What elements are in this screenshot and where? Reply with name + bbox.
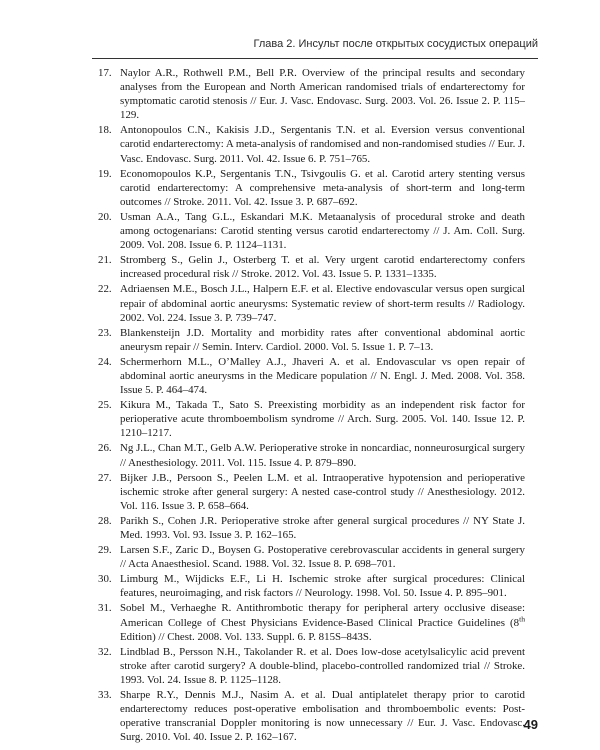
reference-text: Parikh S., Cohen J.R. Perioperative stroke after general surgical procedures // NY State J. Med. 1993. Vol. 93. Issue 3. P. 162–165. xyxy=(120,514,525,541)
reference-number: 19. xyxy=(98,167,112,180)
reference-item xyxy=(92,645,525,687)
reference-list xyxy=(92,66,525,745)
reference-text-part: Sobel M., Verhaeghe R. Antithrombotic therapy for peripheral artery occlusive disease: American College of Chest Physicians Evidence-Based Clinical Practice Guidelines (8 xyxy=(120,602,525,629)
reference-text: Bijker J.B., Persoon S., Peelen L.M. et al. Intraoperative hypotension and perioperative ischemic stroke after general surgery: A nested case-control study // Anesthesiology. 2012. Vol. 116. Issue 3. P. 658–664. xyxy=(120,471,525,512)
reference-text: Kikura M., Takada T., Sato S. Preexisting morbidity as an independent risk factor for perioperative acute thromboembolism syndrome // Arch. Surg. 2005. Vol. 140. Issue 12. P. 1210–1217. xyxy=(120,399,525,440)
reference-text xyxy=(120,602,525,642)
reference-number: 24. xyxy=(98,355,112,368)
reference-item xyxy=(92,543,525,571)
reference-number: 32. xyxy=(98,645,112,658)
reference-text-part: Edition) // Chest. 2008. Vol. 133. Suppl. 6. P. 815S–843S. xyxy=(120,630,372,643)
reference-number: 26. xyxy=(98,442,112,455)
reference-text: Ng J.L., Chan M.T., Gelb A.W. Perioperative stroke in noncardiac, nonneurosurgical surgery // Anesthesiology. 2011. Vol. 115. Issue 4. P. 879–890. xyxy=(120,442,525,469)
reference-item xyxy=(92,601,525,643)
reference-item xyxy=(92,572,525,600)
reference-text: Limburg M., Wijdicks E.F., Li H. Ischemic stroke after surgical procedures: Clinical features, neuroimaging, and risk factors // Neurology. 1998. Vol. 50. Issue 4. P. 895–901. xyxy=(120,573,525,600)
reference-text: Schermerhorn M.L., O’Malley A.J., Jhaveri A. et al. Endovascular vs open repair of abdominal aortic aneurysms in the Medicare population // N. Engl. J. Med. 2008. Vol. 358. Issue 5. P. 464–474. xyxy=(120,355,525,397)
reference-number: 20. xyxy=(98,210,112,223)
reference-number: 17. xyxy=(98,67,112,79)
reference-text: Usman A.A., Tang G.L., Eskandari M.K. Metaanalysis of procedural stroke and death among octogenarians: Carotid stenting versus carotid endarterectomy // J. Am. Coll. Surg. 2009. Vol. 208. Issue 6. P. 1124–1131. xyxy=(120,210,525,252)
reference-number: 22. xyxy=(98,283,112,296)
reference-item xyxy=(92,398,525,440)
reference-number: 23. xyxy=(98,326,112,339)
reference-item xyxy=(92,355,525,397)
reference-number: 30. xyxy=(98,573,112,586)
reference-item xyxy=(92,514,525,542)
reference-number: 29. xyxy=(98,544,112,557)
reference-text: Blankensteijn J.D. Mortality and morbidity rates after conventional abdominal aortic aneurysm repair // Semin. Interv. Cardiol. 2000. Vol. 5. Issue 1. P. 7–13. xyxy=(120,326,525,353)
reference-item xyxy=(92,123,525,165)
reference-item xyxy=(92,167,525,209)
reference-item xyxy=(92,210,525,252)
reference-number: 25. xyxy=(98,399,112,412)
reference-text: Stromberg S., Gelin J., Osterberg T. et al. Very urgent carotid endarterectomy confers increased procedural risk // Stroke. 2012. Vol. 43. Issue 5. P. 1331–1335. xyxy=(120,254,525,281)
reference-item xyxy=(92,326,525,354)
reference-text: Economopoulos K.P., Sergentanis T.N., Tsivgoulis G. et al. Carotid artery stenting versus carotid endarterectomy: A comprehensive meta-analysis of short-term and long-term outcomes // Stroke. 2011. Vol. 42. Issue 3. P. 687–692. xyxy=(120,167,525,208)
reference-item xyxy=(92,282,525,324)
reference-number: 18. xyxy=(98,124,112,137)
page-number: 49 xyxy=(523,717,538,732)
reference-number: 33. xyxy=(98,689,112,702)
reference-item xyxy=(92,441,525,469)
reference-text: Adriaensen M.E., Bosch J.L., Halpern E.F. et al. Elective endovascular versus open surgical repair of abdominal aortic aneurysms: Systematic review of short-term results // Radiology. 2002. Vol. 224. Issue 3. P. 739–747. xyxy=(120,283,525,324)
reference-item xyxy=(92,688,525,744)
reference-item xyxy=(92,471,525,513)
reference-text: Sharpe R.Y., Dennis M.J., Nasim A. et al. Dual antiplatelet therapy prior to carotid endarterectomy reduces post-operative embolisation and thromboembolic events: Post-operative transcranial Doppler monitoring is now unnecessary // Eur. J. Vasc. Endovasc. Surg. 2010. Vol. 40. Issue 2. P. 162–167. xyxy=(120,689,525,744)
reference-text: Larsen S.F., Zaric D., Boysen G. Postoperative cerebrovascular accidents in general surgery // Acta Anaesthesiol. Scand. 1988. Vol. 32. Issue 8. P. 698–701. xyxy=(120,544,525,571)
reference-text: Antonopoulos C.N., Kakisis J.D., Sergentanis T.N. et al. Eversion versus conventional carotid endarterectomy: A meta-analysis of randomised and non-randomised studies // Eur. J. Vasc. Endovasc. Surg. 2011. Vol. 42. Issue 6. P. 751–765. xyxy=(120,124,525,165)
reference-item xyxy=(92,66,525,122)
ordinal-superscript: th xyxy=(519,613,525,623)
reference-number: 31. xyxy=(98,602,112,615)
reference-text: Naylor A.R., Rothwell P.M., Bell P.R. Overview of the principal results and secondary analyses from the European and North American randomised trials of endarterectomy for symptomatic carotid stenosis // Eur. J. Vasc. Endovasc. Surg. 2003. Vol. 26. Issue 2. P. 115–129. xyxy=(120,67,525,122)
reference-number: 27. xyxy=(98,471,112,484)
header-rule xyxy=(92,58,538,59)
reference-text: Lindblad B., Persson N.H., Takolander R. et al. Does low-dose acetylsalicylic acid prevent stroke after carotid surgery? A double-blind, placebo-controlled randomized trial // Stroke. 1993. Vol. 24. Issue 8. P. 1125–1128. xyxy=(120,645,525,686)
running-header: Глава 2. Инсульт после открытых сосудистых операций xyxy=(253,38,538,50)
reference-number: 21. xyxy=(98,254,112,267)
reference-number: 28. xyxy=(98,514,112,527)
reference-item xyxy=(92,253,525,281)
